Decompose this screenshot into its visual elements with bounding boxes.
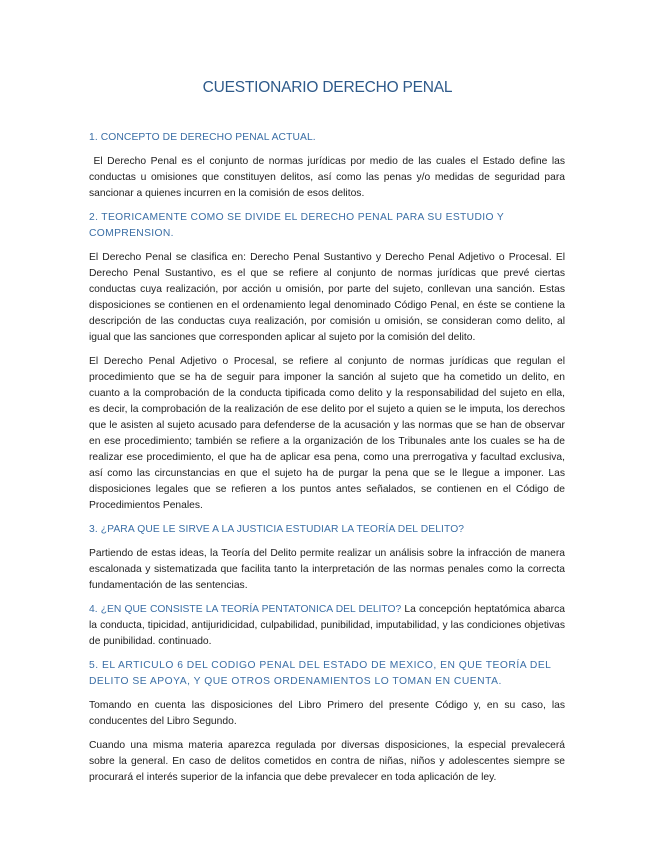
section-5-paragraph-1: Tomando en cuenta las disposiciones del Libro Primero del presente Código y, en su caso, las conducentes del Libro Segundo. xyxy=(89,700,565,727)
section-5-heading: 5. EL ARTICULO 6 DEL CODIGO PENAL DEL ESTADO DE MEXICO, EN QUE TEORÍA DEL DELITO SE APOYA, Y QUE OTROS ORDENAMIENTOS LO TOMAN EN CUENTA. xyxy=(89,660,552,687)
section-3-heading: 3. ¿PARA QUE LE SIRVE A LA JUSTICIA ESTUDIAR LA TEORÍA DEL DELITO? xyxy=(89,524,465,535)
section-5-paragraph-2: Cuando una misma materia aparezca regulada por diversas disposiciones, la especial prevalecerá sobre la general. En caso de delitos cometidos en contra de niñas, niños y adolescentes siempre se procurará el interés superior de la infancia que debe prevalecer en toda aplicación de ley. xyxy=(89,740,565,783)
document-body xyxy=(89,130,568,794)
document-title: CUESTIONARIO DERECHO PENAL xyxy=(202,79,453,96)
section-2-heading: 2. TEORICAMENTE COMO SE DIVIDE EL DERECHO PENAL PARA SU ESTUDIO Y COMPRENSION. xyxy=(89,212,504,239)
section-1-heading: 1. CONCEPTO DE DERECHO PENAL ACTUAL. xyxy=(89,132,316,143)
section-3-paragraph-1: Partiendo de estas ideas, la Teoría del Delito permite realizar un análisis sobre la infracción de manera escalonada y sistematizada que facilita tanto la interpretación de las normas penales como la correcta fundamentación de las sentencias. xyxy=(89,548,565,591)
section-1-paragraph-1: El Derecho Penal es el conjunto de normas jurídicas por medio de las cuales el Estado define las conductas u omisiones que constituyen delitos, así como las penas y/o medidas de seguridad para sancionar a quienes incurren en la comisión de esos delitos. xyxy=(89,156,568,199)
section-2-paragraph-1: El Derecho Penal se clasifica en: Derecho Penal Sustantivo y Derecho Penal Adjetivo o Procesal. El Derecho Penal Sustantivo, es el que se refiere al conjunto de normas jurídicas que prevé ciertas conductas cuya realización, por acción u omisión, por parte del sujeto, conllevan una sanción. Estas disposiciones se contienen en el ordenamiento legal denominado Código Penal, en éste se contiene la descripción de las conductas cuya realización, por comisión u omisión, se consideran como delito, al igual que las sanciones que corresponden aplicar al sujeto por la comisión del delito. xyxy=(89,252,565,343)
section-4-text: La concepción heptatómica abarca la conducta, tipicidad, antijuridicidad, culpabilidad, punibilidad, imputabilidad, y las condiciones objetivas de punibilidad. continuado. xyxy=(89,604,565,647)
section-4-block xyxy=(89,602,565,650)
section-2-paragraph-2: El Derecho Penal Adjetivo o Procesal, se refiere al conjunto de normas jurídicas que regulan el procedimiento que se ha de seguir para imponer la sanción al sujeto que ha cometido un delito, en cuanto a la comprobación de la conducta tipificada como delito y la responsabilidad del sujeto en ella, es decir, la comprobación de la realización de ese delito por el sujeto a quien se le imputa, los derechos que le asisten al sujeto acusado para defenderse de la acusación y las normas que se han de observar en ese procedimiento; también se refiere a la organización de los Tribunales ante los cuales se ha de realizar ese procedimiento, el que ha de aplicar esa pena, como una prerrogativa y facultad exclusiva, así como las circunstancias en que el sujeto ha de purgar la pena que se le llegue a imponer. Las disposiciones legales que se refieren a los puntos antes señalados, se contienen en el Código de Procedimientos Penales. xyxy=(89,356,565,511)
section-4-heading: 4. ¿EN QUE CONSISTE LA TEORÍA PENTATONICA DEL DELITO? xyxy=(89,604,402,615)
